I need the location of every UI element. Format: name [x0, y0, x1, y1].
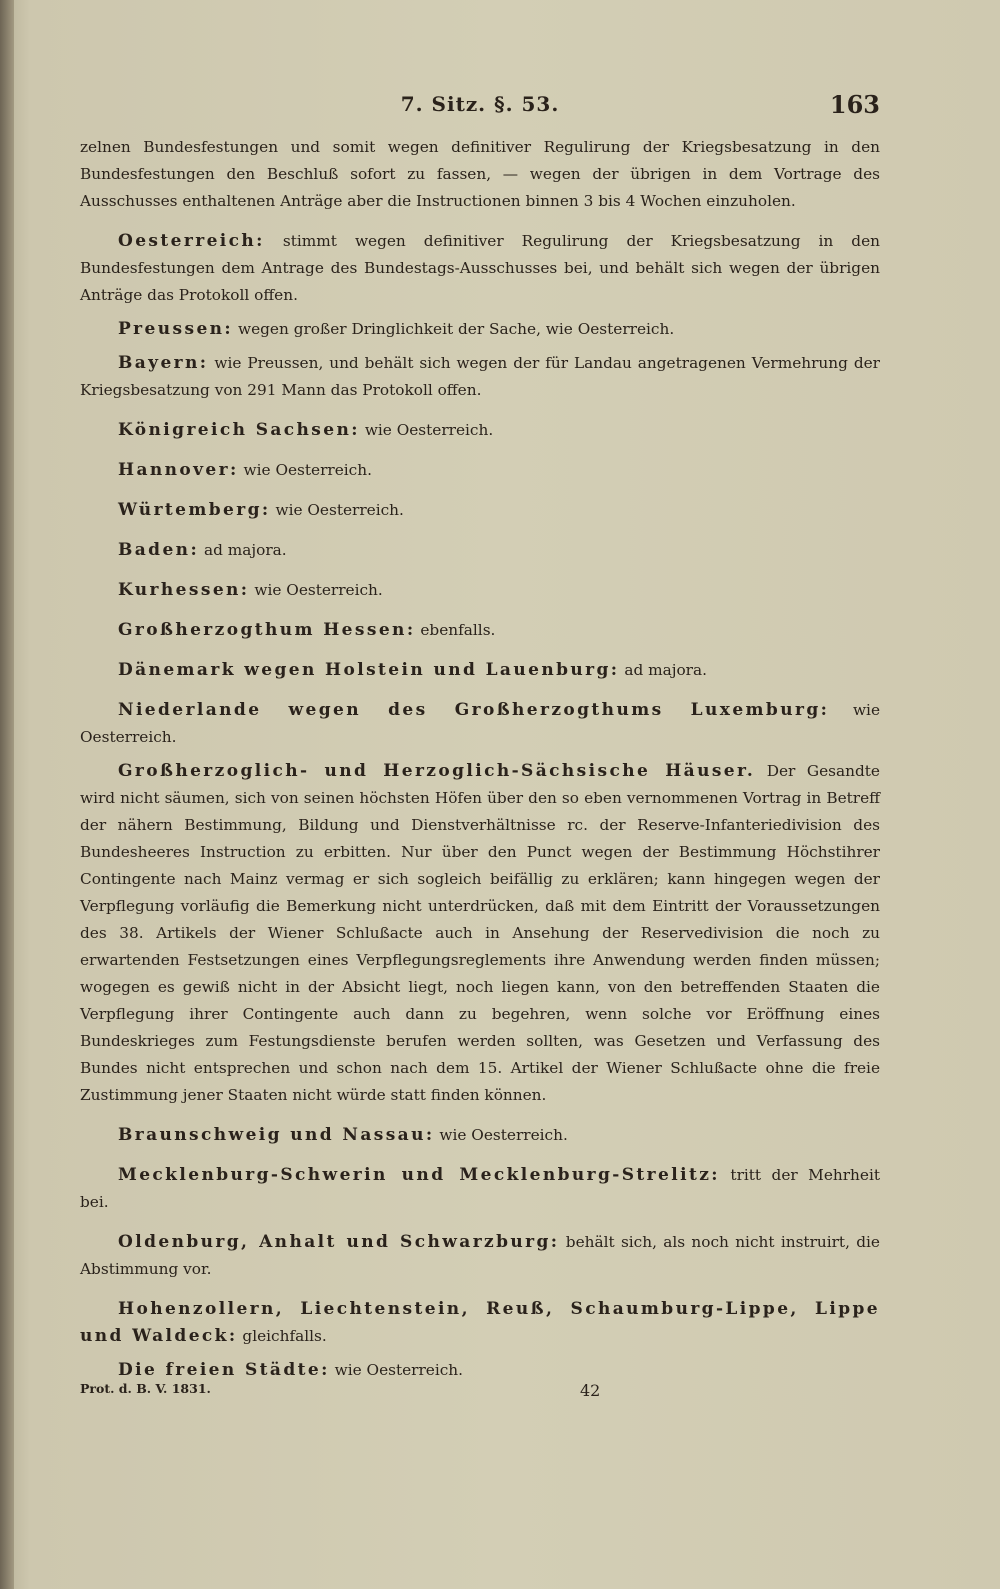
state-name: Hannover:	[118, 460, 239, 480]
state-name: Die freien Städte:	[118, 1360, 330, 1380]
vote-text: wie Oesterreich.	[439, 1126, 568, 1144]
vote-saechsische-haeuser	[80, 758, 880, 1109]
vote-kurhessen	[80, 577, 880, 604]
vote-sachsen	[80, 417, 880, 444]
vote-text: wie Oesterreich.	[80, 701, 880, 746]
vote-text: wie Oesterreich.	[334, 1361, 464, 1379]
intro-paragraph: zelnen Bundesfestungen und somit wegen definitiver Regulirung der Kriegsbesatzung in den Bundesfestungen den Beschluß sofort zu fassen, — wegen der übrigen in dem Vortrage des Ausschusses enthaltenen Anträge aber die Instructionen binnen 3 bis 4 Wochen einzuholen.	[80, 138, 880, 210]
state-name: Oldenburg, Anhalt und Schwarzburg:	[118, 1232, 560, 1252]
state-name: Königreich Sachsen:	[118, 420, 360, 440]
vote-text: behält sich, als noch nicht instruirt, die Abstimmung vor.	[80, 1233, 880, 1278]
vote-wuertemberg	[80, 497, 880, 524]
vote-daenemark	[80, 657, 880, 684]
page-body	[80, 134, 880, 1384]
state-name: Großherzogthum Hessen:	[118, 620, 416, 640]
vote-oldenburg	[80, 1229, 880, 1283]
state-name: Niederlande wegen des Großherzogthums Luxemburg:	[118, 700, 830, 720]
state-name: Bayern:	[118, 353, 209, 373]
state-name: Kurhessen:	[118, 580, 250, 600]
state-name: Braunschweig und Nassau:	[118, 1125, 435, 1145]
vote-baden	[80, 537, 880, 564]
vote-text: wie Oesterreich.	[254, 581, 383, 599]
state-name: Hohenzollern, Liechtenstein, Reuß, Schaumburg-Lippe, Lippe und Waldeck:	[80, 1299, 880, 1346]
vote-braunschweig-nassau	[80, 1122, 880, 1149]
vote-mecklenburg	[80, 1162, 880, 1216]
vote-text: wegen großer Dringlichkeit der Sache, wie Oesterreich.	[237, 320, 675, 338]
vote-text: gleichfalls.	[242, 1327, 327, 1345]
page-footer	[80, 1381, 880, 1405]
vote-text: ad majora.	[624, 661, 707, 679]
vote-text: Der Gesandte wird nicht säumen, sich von seinen höchsten Höfen über den so eben vernommenen Vortrag in Betreff der nähern Bestimmung, Bildung und Dienstverhältnisse rc. der Reserve-Infanteriedivision des Bundesheeres Instruction zu erbitten. Nur über den Punct wegen der Bestimmung Höchstihrer Contingente nach Mainz vermag er sich sogleich beifällig zu erklären; kann hingegen wegen der Verpflegung vorläufig die Bemerkung nicht unterdrücken, daß mit dem Eintritt der Voraussetzungen des 38. Artikels der Wiener Schlußacte auch in Ansehung der Reservedivision die noch zu erwartenden Festsetzungen eines Verpflegungsreglements ihre Anwendung werden finden müssen; wogegen es gewiß nicht in der Absicht liegt, noch liegen kann, von den betreffenden Staaten die Verpflegung ihrer Contingente auch dann zu begehren, wenn solche vor Eröffnung eines Bundeskrieges zum Festungsdienste berufen werden sollten, was Gesetzen und Verfassung des Bundes nicht entsprechen und schon nach dem 15. Artikel der Wiener Schlußacte ohne die freie Zustimmung jener Staaten nicht würde statt finden können.	[80, 762, 880, 1104]
vote-oesterreich	[80, 228, 880, 309]
vote-niederlande	[80, 697, 880, 751]
page-header	[80, 92, 880, 126]
vote-text: tritt der Mehrheit bei.	[80, 1166, 880, 1211]
running-head: 7. Sitz. §. 53.	[400, 92, 560, 116]
vote-hannover	[80, 457, 880, 484]
sheet-number: 42	[580, 1381, 601, 1400]
vote-text: wie Oesterreich.	[275, 501, 404, 519]
page-number: 163	[829, 90, 880, 119]
state-name: Oesterreich:	[118, 231, 265, 251]
vote-text: ad majora.	[204, 541, 287, 559]
state-name: Preussen:	[118, 319, 234, 339]
vote-text: stimmt wegen definitiver Regulirung der Kriegsbesatzung in den Bundesfestungen dem Antrage des Bundestags-Ausschusses bei, und behält sich wegen der übrigen Anträge das Protokoll offen.	[80, 232, 880, 304]
vote-text: ebenfalls.	[420, 621, 496, 639]
vote-text: wie Oesterreich.	[364, 421, 494, 439]
vote-freie-staedte	[80, 1357, 880, 1384]
vote-text: wie Oesterreich.	[243, 461, 372, 479]
vote-preussen	[80, 316, 880, 343]
vote-hessen	[80, 617, 880, 644]
state-name: Baden:	[118, 540, 200, 560]
book-spine-shadow	[0, 0, 14, 1589]
printer-signature: Prot. d. B. V. 1831.	[80, 1381, 211, 1396]
state-name: Würtemberg:	[118, 500, 271, 520]
vote-text: wie Preussen, und behält sich wegen der für Landau angetragenen Vermehrung der Kriegsbesatzung von 291 Mann das Protokoll offen.	[80, 354, 880, 399]
state-name: Dänemark wegen Holstein und Lauenburg:	[118, 660, 620, 680]
vote-hohenzollern	[80, 1296, 880, 1350]
state-name: Mecklenburg-Schwerin und Mecklenburg-Strelitz:	[118, 1165, 720, 1185]
vote-bayern	[80, 350, 880, 404]
state-name: Großherzoglich- und Herzoglich-Sächsische Häuser.	[118, 761, 756, 781]
